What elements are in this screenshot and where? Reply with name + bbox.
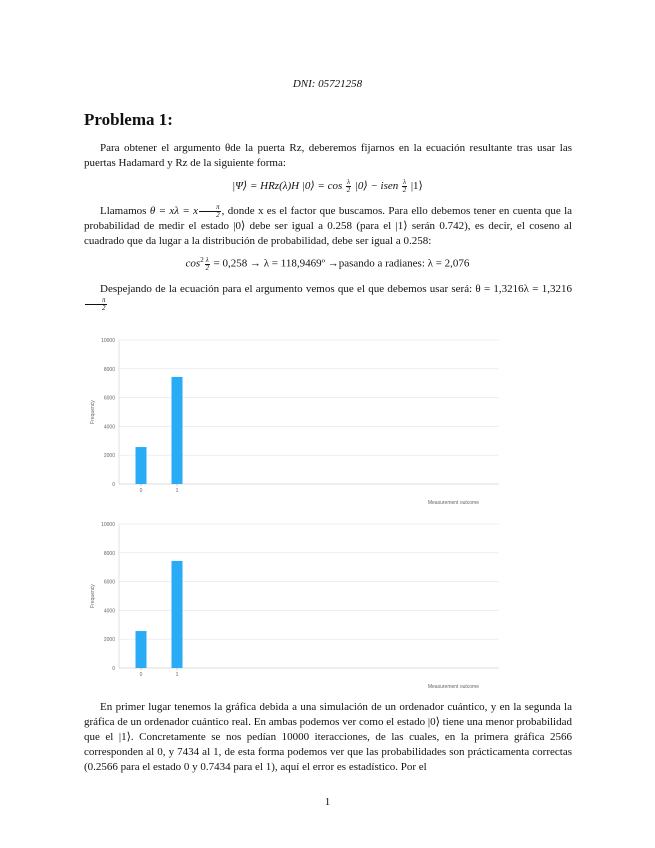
x-tick-label: 0	[139, 672, 143, 678]
frac-numerator: λ	[347, 178, 351, 186]
dni-label: DNI: 05721258	[292, 78, 363, 90]
eq2-cos: cos	[185, 257, 201, 270]
y-axis-label: Frequency	[90, 400, 96, 424]
eq1-frac-2	[402, 179, 407, 194]
bar-1	[172, 561, 183, 668]
y-tick-label: 8000	[103, 550, 115, 557]
bar-0	[136, 631, 147, 668]
x-tick-label: 1	[175, 672, 179, 678]
y-tick-label: 8000	[103, 366, 115, 373]
paragraph-conclusion: En primer lugar tenemos la gráfica debida a una simulación de un ordenador cuántico, y en la segunda la gráfica de un ordenador cuántico real. En ambas podemos ver como el estado |0⟩ tiene una menor probabilidad que el |1⟩. Concretamente se nos pedían 10000 iteracciones, de las cuales, en la primera gráfica 2566 corresponden al 0, y 7434 al 1, de esta forma podemos ver que las probabilidades son prácticamenta correctas (0.2566 para el estado 0 y 0.7434 para el 1), aquí el error es estadístico. Por el	[84, 701, 572, 773]
equation-cos	[0, 256, 655, 272]
eq2-rest: = 0,258 → λ = 118,9469º →pasando a radianes: λ = 2,076	[213, 257, 470, 270]
chart-real-device	[84, 514, 504, 689]
frac-denominator: 2	[205, 263, 209, 272]
eq1-end: |1⟩	[410, 180, 423, 193]
equation-psi	[0, 179, 655, 194]
page-number: 1	[324, 796, 331, 808]
x-axis-label: Measurement outcome	[427, 500, 479, 505]
y-tick-label: 0	[112, 666, 115, 672]
p3-text: Despejando de la ecuación para el argumento vemos que el que debemos usar será: θ = 1,3216λ = 1,3216	[100, 283, 572, 295]
y-tick-label: 6000	[103, 395, 115, 402]
chart-simulator	[84, 330, 504, 505]
eq1-frac-1	[346, 179, 351, 194]
y-axis-label: Frequency	[90, 584, 96, 608]
frac-numerator: λ	[403, 178, 407, 186]
chart-simulator-svg	[84, 330, 504, 505]
frac-numerator: π	[85, 297, 107, 305]
paragraph-argument	[84, 282, 572, 312]
y-tick-label: 4000	[103, 424, 115, 431]
frac-denominator: 2	[402, 186, 407, 194]
paragraph-intro: Para obtener el argumento θde la puerta Rz, deberemos fijarnos en la ecuación resultante tras usar las puertas Hadamard y Rz de la siguiente forma:	[84, 142, 572, 169]
bar-1	[172, 377, 183, 484]
eq1-mid: |0⟩ − isen	[354, 180, 399, 193]
chart-real-device-svg	[84, 514, 504, 689]
y-tick-label: 10000	[101, 338, 115, 344]
eq2-square: 2	[200, 256, 204, 264]
theta-definition: θ = xλ = x	[149, 205, 199, 218]
y-tick-label: 10000	[101, 522, 115, 528]
bar-0	[136, 447, 147, 484]
document-header	[0, 78, 655, 90]
paragraph-theta	[84, 204, 572, 249]
frac-numerator: λ	[205, 255, 209, 264]
y-tick-label: 4000	[103, 608, 115, 615]
y-tick-label: 6000	[103, 579, 115, 586]
frac-denominator: 2	[216, 211, 220, 219]
theta-frac	[199, 204, 221, 219]
y-tick-label: 2000	[103, 637, 115, 644]
p3-frac	[85, 297, 107, 312]
y-tick-label: 2000	[103, 453, 115, 460]
eq1-lhs: |Ψ⟩ = HRz(λ)H |0⟩ = cos	[232, 180, 343, 193]
frac-denominator: 2	[346, 186, 351, 194]
eq2-frac	[205, 257, 210, 272]
frac-denominator: 2	[102, 304, 106, 312]
p2-start: Llamamos	[100, 205, 150, 218]
x-tick-label: 0	[139, 488, 143, 494]
p2-rest: , donde x es el factor que buscamos. Para ello debemos tener en cuenta que la probabilidad de medir el estado |0⟩ debe ser igual a 0.258 (para el |1⟩ serán 0.742), es decir, el coseno al cuadrado que da lugar a la distribución de probabilidad, debe ser igual a 0.258:	[84, 205, 573, 248]
y-tick-label: 0	[112, 482, 115, 488]
x-axis-label: Measurement outcome	[427, 684, 479, 689]
frac-numerator: π	[199, 204, 221, 212]
x-tick-label: 1	[175, 488, 179, 494]
section-title: Problema 1:	[84, 110, 173, 129]
